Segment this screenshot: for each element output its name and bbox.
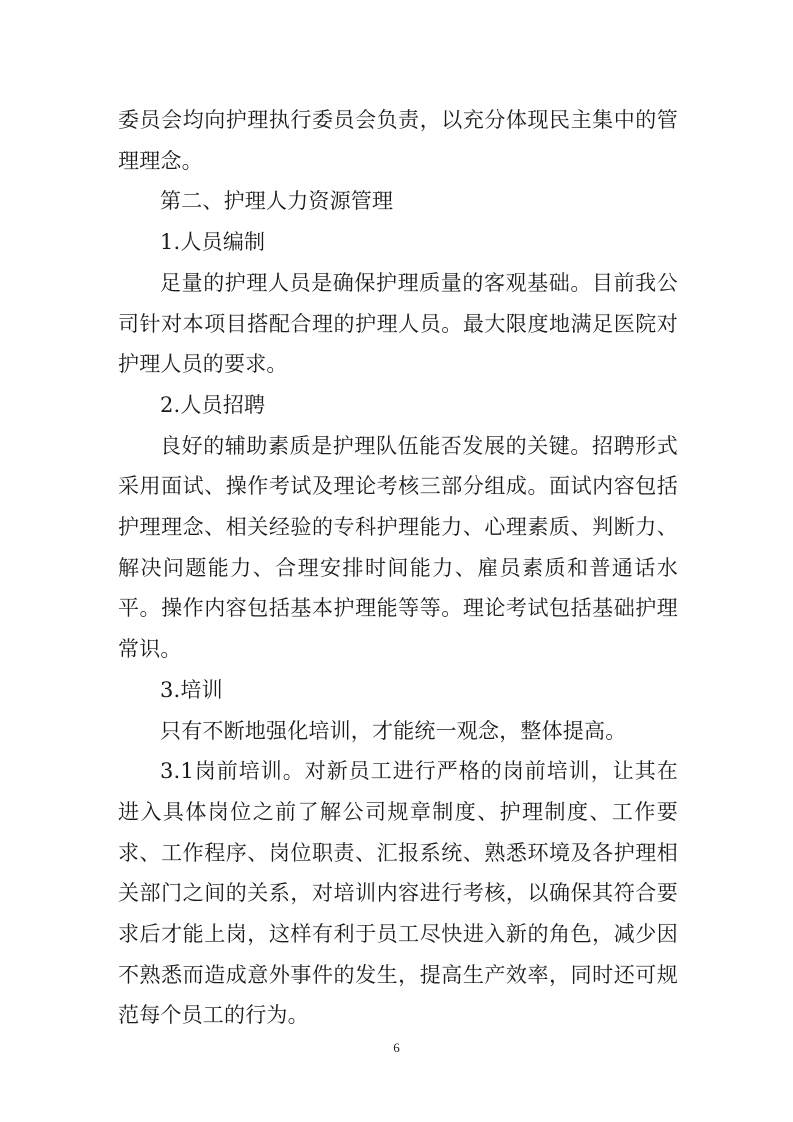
paragraph-training-intro: 只有不断地强化培训，才能统一观念，整体提高。 [160, 718, 627, 743]
section-heading-hr-management: 第二、护理人力资源管理 [160, 189, 394, 214]
paragraph-recruitment: 良好的辅助素质是护理队伍能否发展的关键。招聘形式采用面试、操作考试及理论考核三部分组成。面试内容包括护理理念、相关经验的专科护理能力、心理素质、判断力、解决问题能力、合理安排时间能力、雇员素质和普通话水平。操作内容包括基本护理能等等。理论考试包括基础护理常识。 [118, 433, 678, 662]
subheading-training: 3.培训 [160, 677, 223, 702]
page-number: 6 [393, 1040, 400, 1055]
document-body [118, 100, 678, 1036]
subheading-staffing: 1.人员编制 [160, 230, 266, 255]
paragraph-pre-job-training: 3.1岗前培训。对新员工进行严格的岗前培训，让其在进入具体岗位之前了解公司规章制度、护理制度、工作要求、工作程序、岗位职责、汇报系统、熟悉环境及各护理相关部门之间的关系，对培训内容进行考核，以确保其符合要求后才能上岗，这样有利于员工尽快进入新的角色，减少因不熟悉而造成意外事件的发生，提高生产效率，同时还可规范每个员工的行为。 [118, 759, 678, 1028]
paragraph-continuation: 委员会均向护理执行委员会负责，以充分体现民主集中的管理理念。 [118, 108, 678, 173]
paragraph-staffing: 足量的护理人员是确保护理质量的客观基础。目前我公司针对本项目搭配合理的护理人员。最大限度地满足医院对护理人员的要求。 [118, 270, 678, 377]
subheading-recruitment: 2.人员招聘 [160, 392, 266, 417]
